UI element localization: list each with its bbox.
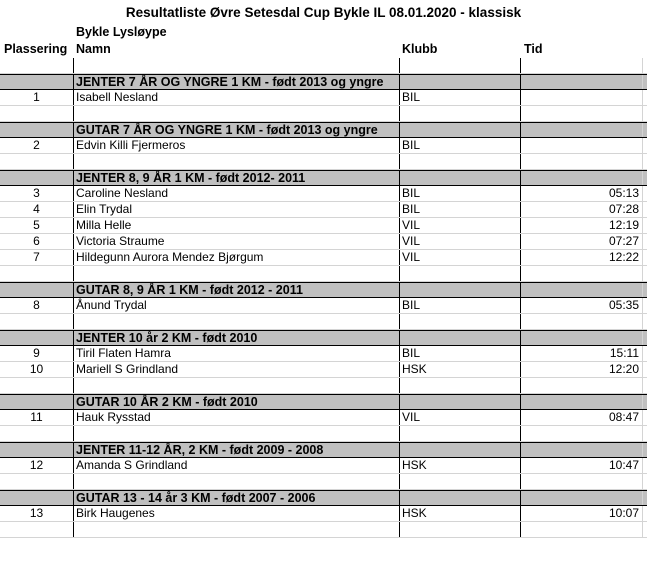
- column-divider: [520, 346, 521, 361]
- column-divider: [642, 90, 643, 105]
- column-divider: [520, 522, 521, 537]
- category-label: JENTER 10 år 2 KM - født 2010: [76, 331, 258, 345]
- column-divider: [642, 491, 643, 505]
- category-header-row: [0, 74, 647, 90]
- column-divider: [399, 506, 400, 521]
- column-divider: [73, 138, 74, 153]
- place-cell: 11: [30, 410, 43, 424]
- name-cell: Hauk Rysstad: [76, 410, 151, 424]
- column-divider: [520, 250, 521, 265]
- place-cell: 6: [33, 234, 40, 248]
- column-divider: [73, 410, 74, 425]
- place-cell: 13: [29, 506, 44, 520]
- column-divider: [642, 234, 643, 249]
- spacer-row: [0, 106, 647, 122]
- name-cell: Isabell Nesland: [76, 90, 159, 104]
- column-divider: [642, 138, 643, 153]
- column-divider: [399, 138, 400, 153]
- column-divider: [520, 154, 521, 169]
- column-divider: [399, 458, 400, 473]
- spacer-row: [0, 474, 647, 490]
- column-divider: [642, 426, 643, 441]
- name-cell: Tiril Flaten Hamra: [76, 346, 171, 360]
- place-cell: 3: [33, 186, 40, 200]
- column-header-time: Tid: [524, 42, 543, 56]
- column-header-place: Plassering: [4, 42, 68, 56]
- name-cell: Edvin Killi Fjermeros: [76, 138, 186, 152]
- column-divider: [520, 202, 521, 217]
- column-divider: [642, 346, 643, 361]
- column-divider: [520, 491, 521, 505]
- column-divider: [520, 234, 521, 249]
- club-cell: BIL: [402, 202, 421, 216]
- time-cell: 15:11: [609, 346, 639, 360]
- column-divider: [73, 443, 74, 457]
- column-divider: [642, 331, 643, 345]
- club-cell: HSK: [402, 458, 427, 472]
- category-label: JENTER 11-12 ÅR, 2 KM - født 2009 - 2008: [76, 443, 324, 457]
- column-divider: [642, 58, 643, 73]
- name-cell: Victoria Straume: [76, 234, 165, 248]
- spacer-row: [0, 58, 647, 74]
- time-cell: 10:07: [608, 506, 639, 520]
- column-divider: [73, 298, 74, 313]
- column-divider: [73, 186, 74, 201]
- place-cell: 9: [33, 346, 40, 360]
- spacer-row: [0, 378, 647, 394]
- page-title: Resultatliste Øvre Setesdal Cup Bykle IL 08.01.2020 - klassisk: [125, 5, 522, 20]
- column-divider: [399, 378, 400, 393]
- column-divider: [399, 314, 400, 329]
- venue-subtitle: Bykle Lysløype: [76, 25, 167, 39]
- column-divider: [73, 426, 74, 441]
- column-divider: [73, 491, 74, 505]
- column-divider: [520, 266, 521, 281]
- club-cell: VIL: [402, 250, 421, 264]
- table-row: [0, 506, 647, 522]
- time-cell: 12:20: [608, 362, 639, 376]
- column-divider: [520, 474, 521, 489]
- column-divider: [399, 443, 400, 457]
- column-divider: [399, 171, 400, 185]
- name-cell: Caroline Nesland: [76, 186, 169, 200]
- column-divider: [73, 202, 74, 217]
- column-divider: [73, 106, 74, 121]
- place-cell: 8: [33, 298, 40, 312]
- name-cell: Mariell S Grindland: [76, 362, 179, 376]
- spacer-row: [0, 314, 647, 330]
- category-header-row: [0, 330, 647, 346]
- column-divider: [520, 458, 521, 473]
- column-divider: [73, 314, 74, 329]
- results-table: [0, 58, 647, 538]
- column-divider: [73, 506, 74, 521]
- column-header-name: Namn: [76, 42, 111, 56]
- name-cell: Ånund Trydal: [76, 298, 147, 312]
- column-divider: [520, 283, 521, 297]
- column-divider: [73, 331, 74, 345]
- time-cell: 12:19: [608, 218, 639, 232]
- column-divider: [520, 443, 521, 457]
- column-divider: [520, 123, 521, 137]
- table-row: [0, 410, 647, 426]
- column-divider: [642, 410, 643, 425]
- table-row: [0, 234, 647, 250]
- column-divider: [399, 58, 400, 73]
- column-divider: [399, 154, 400, 169]
- column-divider: [520, 218, 521, 233]
- column-divider: [73, 171, 74, 185]
- place-cell: 5: [33, 218, 40, 232]
- column-divider: [399, 426, 400, 441]
- spacer-row: [0, 154, 647, 170]
- column-divider: [73, 283, 74, 297]
- column-divider: [73, 234, 74, 249]
- column-divider: [642, 443, 643, 457]
- column-divider: [520, 186, 521, 201]
- spacer-row: [0, 426, 647, 442]
- club-cell: HSK: [402, 362, 427, 376]
- column-divider: [73, 522, 74, 537]
- table-row: [0, 458, 647, 474]
- table-row: [0, 298, 647, 314]
- category-label: GUTAR 10 ÅR 2 KM - født 2010: [76, 395, 258, 409]
- column-divider: [399, 395, 400, 409]
- column-divider: [642, 378, 643, 393]
- column-divider: [520, 298, 521, 313]
- column-divider: [520, 395, 521, 409]
- club-cell: VIL: [402, 410, 421, 424]
- column-divider: [73, 458, 74, 473]
- place-cell: 2: [33, 138, 40, 152]
- time-cell: 07:27: [608, 234, 639, 248]
- column-divider: [399, 491, 400, 505]
- column-divider: [642, 171, 643, 185]
- column-divider: [642, 458, 643, 473]
- table-row: [0, 250, 647, 266]
- column-divider: [642, 474, 643, 489]
- club-cell: VIL: [402, 218, 421, 232]
- category-header-row: [0, 170, 647, 186]
- column-divider: [399, 106, 400, 121]
- table-row: [0, 362, 647, 378]
- time-cell: 10:47: [608, 458, 639, 472]
- time-cell: 07:28: [608, 202, 639, 216]
- column-divider: [642, 506, 643, 521]
- column-header-club: Klubb: [402, 42, 438, 56]
- category-header-row: [0, 122, 647, 138]
- column-divider: [642, 75, 643, 89]
- column-divider: [399, 331, 400, 345]
- column-divider: [642, 283, 643, 297]
- category-header-row: [0, 490, 647, 506]
- club-cell: VIL: [402, 234, 421, 248]
- column-divider: [399, 218, 400, 233]
- column-divider: [399, 474, 400, 489]
- column-divider: [520, 90, 521, 105]
- club-cell: BIL: [402, 90, 421, 104]
- column-divider: [642, 266, 643, 281]
- column-divider: [399, 234, 400, 249]
- column-divider: [73, 266, 74, 281]
- column-divider: [520, 506, 521, 521]
- category-header-row: [0, 442, 647, 458]
- spacer-row: [0, 266, 647, 282]
- column-divider: [73, 395, 74, 409]
- column-divider: [520, 138, 521, 153]
- time-cell: 05:35: [608, 298, 639, 312]
- column-divider: [520, 106, 521, 121]
- column-divider: [520, 331, 521, 345]
- column-divider: [642, 218, 643, 233]
- column-divider: [642, 154, 643, 169]
- column-divider: [399, 298, 400, 313]
- column-divider: [520, 58, 521, 73]
- column-divider: [642, 250, 643, 265]
- table-row: [0, 218, 647, 234]
- name-cell: Amanda S Grindland: [76, 458, 188, 472]
- category-label: JENTER 7 ÅR OG YNGRE 1 KM - født 2013 og yngre: [76, 75, 384, 89]
- column-divider: [73, 123, 74, 137]
- column-divider: [399, 202, 400, 217]
- column-divider: [642, 362, 643, 377]
- table-row: [0, 346, 647, 362]
- column-divider: [73, 90, 74, 105]
- column-divider: [642, 123, 643, 137]
- category-label: GUTAR 8, 9 ÅR 1 KM - født 2012 - 2011: [76, 283, 303, 297]
- column-divider: [399, 266, 400, 281]
- column-divider: [520, 362, 521, 377]
- name-cell: Elin Trydal: [76, 202, 133, 216]
- category-label: JENTER 8, 9 ÅR 1 KM - født 2012- 2011: [76, 171, 306, 185]
- column-divider: [520, 426, 521, 441]
- club-cell: BIL: [402, 138, 421, 152]
- table-row: [0, 186, 647, 202]
- column-divider: [520, 378, 521, 393]
- column-divider: [73, 218, 74, 233]
- place-cell: 12: [29, 458, 44, 472]
- column-divider: [399, 346, 400, 361]
- category-label: GUTAR 7 ÅR OG YNGRE 1 KM - født 2013 og yngre: [76, 123, 378, 137]
- column-divider: [73, 378, 74, 393]
- column-divider: [642, 186, 643, 201]
- club-cell: HSK: [402, 506, 427, 520]
- place-cell: 10: [29, 362, 44, 376]
- column-divider: [520, 75, 521, 89]
- place-cell: 7: [33, 250, 40, 264]
- column-divider: [642, 106, 643, 121]
- column-divider: [520, 171, 521, 185]
- column-divider: [73, 75, 74, 89]
- time-cell: 08:47: [608, 410, 639, 424]
- column-divider: [73, 250, 74, 265]
- spacer-row: [0, 522, 647, 538]
- category-header-row: [0, 394, 647, 410]
- table-row: [0, 90, 647, 106]
- column-divider: [642, 298, 643, 313]
- time-cell: 12:22: [608, 250, 639, 264]
- column-divider: [399, 250, 400, 265]
- club-cell: BIL: [402, 298, 421, 312]
- column-divider: [399, 283, 400, 297]
- category-label: GUTAR 13 - 14 år 3 KM - født 2007 - 2006: [76, 491, 316, 505]
- club-cell: BIL: [402, 186, 421, 200]
- column-divider: [520, 314, 521, 329]
- column-divider: [73, 346, 74, 361]
- name-cell: Milla Helle: [76, 218, 132, 232]
- column-divider: [642, 202, 643, 217]
- column-divider: [520, 410, 521, 425]
- table-row: [0, 202, 647, 218]
- column-divider: [73, 154, 74, 169]
- club-cell: BIL: [402, 346, 421, 360]
- column-divider: [642, 395, 643, 409]
- column-divider: [73, 474, 74, 489]
- column-divider: [399, 75, 400, 89]
- time-cell: 05:13: [608, 186, 639, 200]
- column-divider: [399, 522, 400, 537]
- table-row: [0, 138, 647, 154]
- column-divider: [399, 186, 400, 201]
- name-cell: Birk Haugenes: [76, 506, 155, 520]
- category-header-row: [0, 282, 647, 298]
- column-divider: [399, 410, 400, 425]
- column-divider: [399, 90, 400, 105]
- column-divider: [73, 58, 74, 73]
- column-divider: [642, 314, 643, 329]
- column-divider: [642, 522, 643, 537]
- name-cell: Hildegunn Aurora Mendez Bjørgum: [76, 250, 264, 264]
- column-divider: [399, 123, 400, 137]
- column-divider: [399, 362, 400, 377]
- place-cell: 1: [33, 90, 40, 104]
- place-cell: 4: [33, 202, 40, 216]
- column-divider: [73, 362, 74, 377]
